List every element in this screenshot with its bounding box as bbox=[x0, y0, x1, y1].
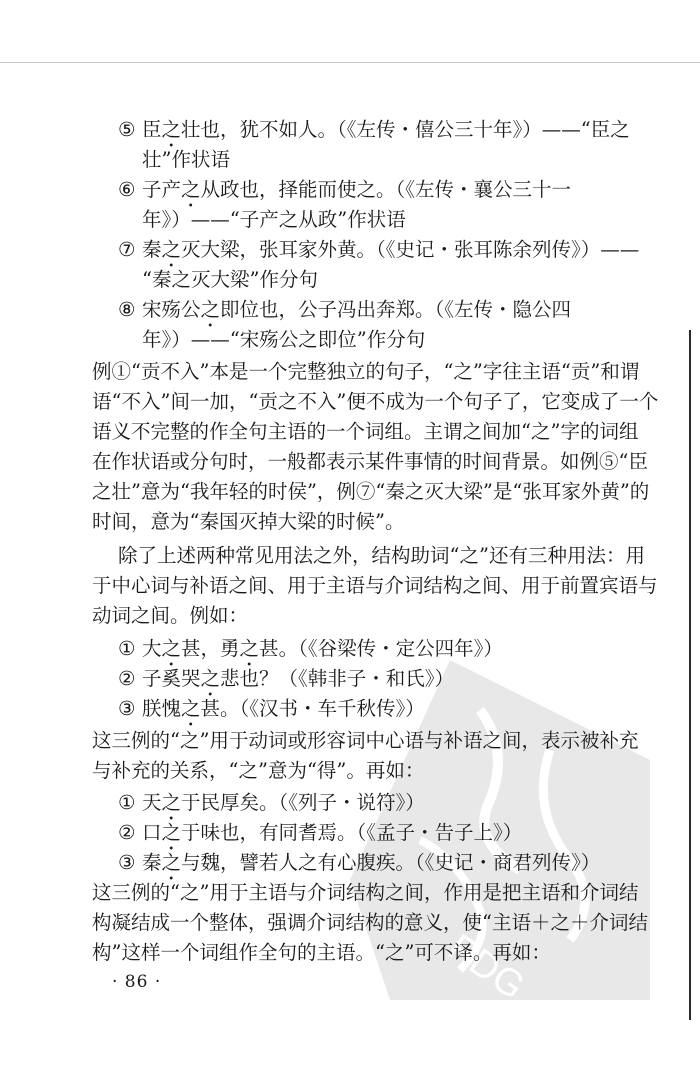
page-number: · 86 · bbox=[112, 972, 162, 992]
paragraph-line: 动词之间。例如： bbox=[92, 604, 249, 627]
example-line: ⑦ 秦之灭大梁，张耳家外黄。（《史记・张耳陈余列传》）—— bbox=[118, 238, 640, 261]
example-line: ③ 朕愧之甚。（《汉书・车千秋传》） bbox=[118, 697, 425, 720]
paragraph-line: 与补充的关系，“之”意为“得”。再如： bbox=[92, 759, 425, 782]
example-line: ③ 秦之与魏，譬若人之有心腹疾。（《史记・商君列传》） bbox=[118, 851, 601, 874]
watermark-text: PDG bbox=[440, 926, 533, 1009]
scan-border-line bbox=[0, 62, 700, 63]
paragraph-line: 构凝结成一个整体，强调介词结构的意义，使“主语＋之＋介词结 bbox=[92, 911, 648, 934]
paragraph-line: 这三例的“之”用于主语与介词结构之间，作用是把主语和介词结 bbox=[92, 881, 639, 904]
page-edge-shadow bbox=[689, 330, 691, 1020]
paragraph-line: 这三例的“之”用于动词或形容词中心语与补语之间，表示被补充 bbox=[92, 729, 639, 752]
example-line: 年》）——“宋殇公之即位”作分句 bbox=[142, 328, 426, 351]
example-line: 年》）——“子产之从政”作状语 bbox=[142, 208, 406, 231]
example-line: ⑤ 臣之壮也，犹不如人。（《左传・僖公三十年》）——“臣之 bbox=[118, 118, 630, 141]
example-line: 壮”作状语 bbox=[142, 148, 230, 171]
example-line: ① 大之甚，勇之甚。（《谷梁传・定公四年》） bbox=[118, 637, 503, 660]
paragraph-line: 语“不入”间一加，“贡之不入”便不成为一个句子了，它变成了一个 bbox=[92, 390, 659, 413]
paragraph-line: 之壮”意为“我年轻的时侯”，例⑦“秦之灭大梁”是“张耳家外黄”的 bbox=[92, 480, 650, 503]
example-line: ⑥ 子产之从政也，择能而使之。（《左传・襄公三十一 bbox=[118, 178, 572, 201]
paragraph-line: 于中心词与补语之间、用于主语与介词结构之间、用于前置宾语与 bbox=[92, 574, 658, 597]
example-line: ⑧ 宋殇公之即位也，公子冯出奔郑。（《左传・隐公四 bbox=[118, 298, 572, 321]
example-line: “秦之灭大梁”作分句 bbox=[142, 268, 318, 291]
example-line: ② 子奚哭之悲也？（《韩非子・和氏》） bbox=[118, 667, 455, 690]
paragraph-line: 构”这样一个词组作全句的主语。“之”可不译。再如： bbox=[92, 941, 551, 964]
paragraph-line: 除了上述两种常见用法之外，结构助词“之”还有三种用法：用 bbox=[118, 544, 645, 567]
example-line: ② 口之于味也，有同耆焉。（《孟子・告子上》） bbox=[118, 821, 523, 844]
paragraph-line: 在作状语或分句时，一般都表示某件事情的时间背景。如例⑤“臣 bbox=[92, 450, 648, 473]
paragraph-line: 时间，意为“秦国灭掉大梁的时候”。 bbox=[92, 510, 405, 533]
paragraph-line: 例①“贡不入”本是一个完整独立的句子，“之”字往主语“贡”和谓 bbox=[92, 360, 640, 383]
paragraph-line: 语义不完整的作全句主语的一个词组。主谓之间加“之”字的词组 bbox=[92, 420, 639, 443]
example-line: ① 天之于民厚矣。（《列子・说符》） bbox=[118, 791, 425, 814]
